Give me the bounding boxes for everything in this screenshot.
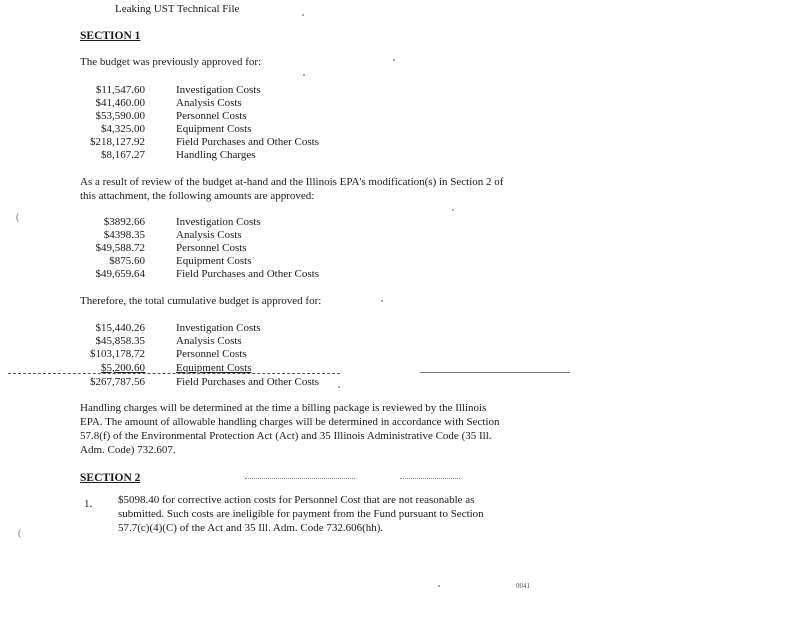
document-header: Leaking UST Technical File: [115, 3, 240, 15]
cumulative-amount: $103,178.72: [90, 348, 145, 360]
budget-amount: $53,590.00: [95, 110, 145, 122]
scan-speck: [381, 300, 383, 302]
section-2-heading: SECTION 2: [80, 472, 141, 484]
budget-label: Investigation Costs: [176, 84, 261, 96]
section-1-heading: SECTION 1: [80, 30, 141, 42]
approved-label: Field Purchases and Other Costs: [176, 268, 319, 280]
approved-amount: $49,659.64: [95, 268, 145, 280]
cumulative-label: Personnel Costs: [176, 348, 247, 360]
cumulative-amount: $5,200.60: [101, 362, 145, 374]
handling-paragraph-line-1: Handling charges will be determined at the time a billing package is reviewed by the Illinois: [80, 402, 487, 414]
approved-amount: $4398.35: [103, 229, 145, 241]
scan-rule-right: [420, 372, 570, 373]
section-2-item-number: 1.: [84, 498, 93, 510]
scan-speck: [452, 209, 454, 211]
handling-paragraph-line-2: EPA. The amount of allowable handling charges will be determined in accordance with Section: [80, 416, 500, 428]
cumulative-amount: $15,440.26: [95, 322, 145, 334]
handling-paragraph-line-4: Adm. Code) 732.607.: [80, 444, 176, 456]
budget-label: Personnel Costs: [176, 110, 247, 122]
review-paragraph-line-2: this attachment, the following amounts are approved:: [80, 190, 315, 202]
approved-label: Personnel Costs: [176, 242, 247, 254]
cumulative-amount: $45,858.35: [95, 335, 145, 347]
previous-budget-intro: The budget was previously approved for:: [80, 56, 262, 68]
section-2-item-line-2: submitted. Such costs are ineligible for payment from the Fund pursuant to Section: [118, 508, 484, 520]
budget-amount: $4,325.00: [101, 123, 145, 135]
scan-rule-top: [400, 478, 460, 479]
scan-speck: [438, 585, 440, 587]
approved-amount: $49,588.72: [95, 242, 145, 254]
cumulative-label: Investigation Costs: [176, 322, 261, 334]
budget-label: Handling Charges: [176, 149, 256, 161]
budget-amount: $218,127.92: [90, 136, 145, 148]
scan-speck: [303, 74, 305, 76]
margin-mark-icon: (: [18, 528, 22, 539]
section-2-item-line-3: 57.7(c)(4)(C) of the Act and 35 Ill. Adm. Code 732.606(hh).: [118, 522, 384, 534]
cumulative-intro: Therefore, the total cumulative budget is approved for:: [80, 295, 322, 307]
approved-label: Analysis Costs: [176, 229, 242, 241]
budget-amount: $41,460.00: [95, 97, 145, 109]
margin-mark-icon: (: [16, 212, 20, 223]
scan-speck: [338, 386, 340, 388]
approved-amount: $875.60: [109, 255, 145, 267]
scan-rule-top: [245, 478, 355, 479]
approved-label: Investigation Costs: [176, 216, 261, 228]
cumulative-amount: $267,787.56: [90, 376, 145, 388]
cumulative-label: Equipment Costs: [176, 362, 252, 374]
cumulative-label: Analysis Costs: [176, 335, 242, 347]
scan-rule-left: [8, 373, 340, 374]
budget-amount: $8,167.27: [101, 149, 145, 161]
approved-amount: $3892.66: [103, 216, 145, 228]
scan-speck: [393, 59, 395, 61]
scan-speck: [302, 14, 304, 16]
approved-label: Equipment Costs: [176, 255, 252, 267]
budget-label: Field Purchases and Other Costs: [176, 136, 319, 148]
cumulative-label: Field Purchases and Other Costs: [176, 376, 319, 388]
page-code: 0041: [516, 582, 530, 590]
handling-paragraph-line-3: 57.8(f) of the Environmental Protection Act (Act) and 35 Illinois Administrative Code (35 Ill.: [80, 430, 492, 442]
budget-label: Equipment Costs: [176, 123, 252, 135]
section-2-item-line-1: $5098.40 for corrective action costs for Personnel Cost that are not reasonable as: [118, 494, 475, 506]
budget-label: Analysis Costs: [176, 97, 242, 109]
review-paragraph-line-1: As a result of review of the budget at-hand and the Illinois EPA's modification(s) in Section 2 of: [80, 176, 504, 188]
budget-amount: $11,547.60: [95, 84, 145, 96]
